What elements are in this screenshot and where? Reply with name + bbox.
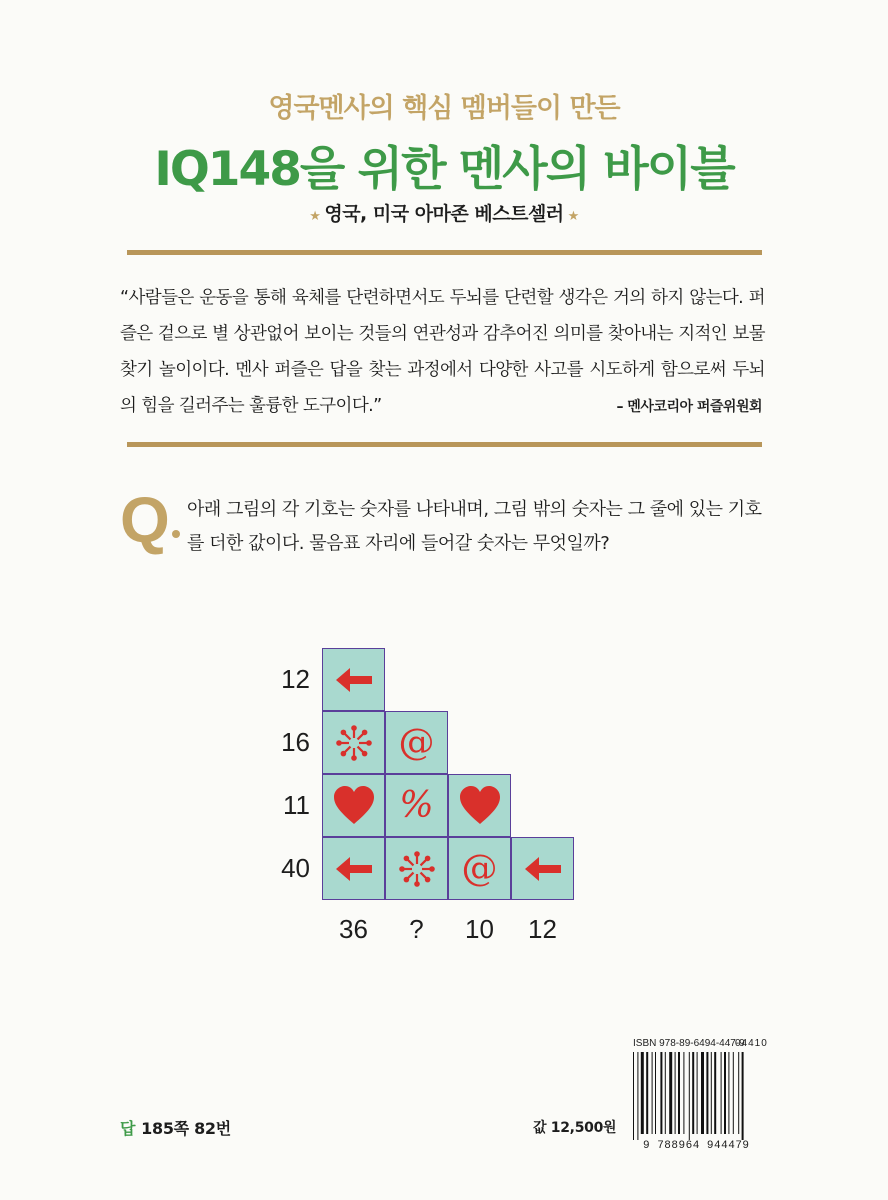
book-title: IQ148을 위한 멘사의 바이블 [154, 142, 734, 197]
barcode-bar [646, 1052, 648, 1134]
column-sum-label: 12 [528, 914, 557, 944]
barcode-bar [675, 1052, 676, 1134]
barcode-bar [683, 1052, 684, 1134]
barcode-bar [641, 1052, 644, 1134]
row-sum-label: 16 [281, 727, 310, 757]
left-arrow-icon [521, 847, 565, 891]
barcode-bar [678, 1052, 680, 1134]
barcode-bar [733, 1052, 734, 1134]
barcode-bar [655, 1052, 656, 1134]
heart-icon [332, 784, 376, 828]
star-icon: ★ [567, 209, 579, 224]
answer-reference [120, 1116, 231, 1139]
row-sum-label: 12 [281, 664, 310, 694]
top-divider [127, 250, 762, 255]
at-sign-icon: @ [398, 721, 435, 763]
barcode-bar [714, 1052, 716, 1134]
barcode-bar [652, 1052, 653, 1134]
barcode-bar [706, 1052, 708, 1134]
answer-page: 185쪽 82번 [141, 1119, 231, 1138]
barcode-bar [660, 1052, 662, 1134]
heart-icon [458, 784, 502, 828]
question-dot [172, 530, 180, 538]
puzzle-cell [385, 774, 448, 837]
puzzle-cell [322, 648, 385, 711]
row-sum-label: 40 [281, 853, 310, 883]
asterisk-icon [395, 847, 439, 891]
column-sum-label: 36 [339, 914, 368, 944]
percent-icon: % [399, 784, 434, 826]
isbn-label: ISBN 978-89-6494-447-9 [633, 1038, 745, 1049]
barcode-bar [689, 1052, 690, 1140]
barcode-bar [742, 1052, 744, 1140]
quote-source: – 멘사코리아 퍼즐위원회 [616, 399, 762, 415]
puzzle-cell [385, 711, 448, 774]
puzzle-cell [448, 774, 511, 837]
bestseller-banner [0, 199, 888, 226]
left-arrow-icon [332, 658, 376, 702]
subtitle: 영국멘사의 핵심 멤버들이 만든 [268, 93, 620, 124]
question-text: 아래 그림의 각 기호는 숫자를 나타내며, 그림 밖의 숫자는 그 줄에 있는 기호를 더한 값이다. 물음표 자리에 들어갈 숫자는 무엇일까? [187, 499, 762, 554]
row-sum-label: 11 [283, 790, 310, 820]
question-mark-letter: Q [120, 484, 170, 556]
bestseller-text: 영국, 미국 아마존 베스트셀러 [324, 203, 564, 225]
star-icon: ★ [309, 209, 321, 224]
left-arrow-icon [332, 847, 376, 891]
barcode [633, 1052, 768, 1140]
puzzle-cell [322, 711, 385, 774]
puzzle-cell [511, 837, 574, 900]
barcode-bar [721, 1052, 722, 1134]
column-sum-label: ? [409, 914, 424, 944]
barcode-bar [633, 1052, 634, 1140]
barcode-bar [701, 1052, 704, 1134]
barcode-bar [637, 1052, 638, 1140]
barcode-digits: 9 788964 944479 [643, 1140, 750, 1152]
bottom-divider [127, 442, 762, 447]
blurb-quote: “사람들은 운동을 통해 육체를 단련하면서도 두뇌를 단련할 생각은 거의 하지 않는다. 퍼즐은 겉으로 별 상관없어 보이는 것들의 연관성과 감추어진 의미를 찾아내는 지적인 보물찾기 놀이이다. 멘사 퍼즐은 답을 찾는 과정에서 다양한 사고를 시도하게 함으로써 두뇌의 힘을 길러주는 훌륭한 도구이다.” [120, 288, 765, 416]
puzzle-cell [322, 774, 385, 837]
barcode-bar [724, 1052, 726, 1134]
barcode-bar [738, 1052, 739, 1134]
barcode-bar [692, 1052, 694, 1134]
price: 값 12,500원 [533, 1120, 617, 1136]
puzzle-cell [385, 837, 448, 900]
barcode-bar [665, 1052, 666, 1134]
barcode-bar [697, 1052, 698, 1134]
barcode-bar [711, 1052, 712, 1134]
barcode-bar [669, 1052, 672, 1134]
isbn-addon: 04410 [735, 1038, 768, 1049]
column-sum-label: 10 [465, 914, 494, 944]
answer-label: 답 [120, 1119, 136, 1138]
puzzle-cell [448, 837, 511, 900]
asterisk-icon [332, 721, 376, 765]
barcode-bar [728, 1052, 729, 1134]
at-sign-icon: @ [461, 847, 498, 889]
puzzle-cell [322, 837, 385, 900]
